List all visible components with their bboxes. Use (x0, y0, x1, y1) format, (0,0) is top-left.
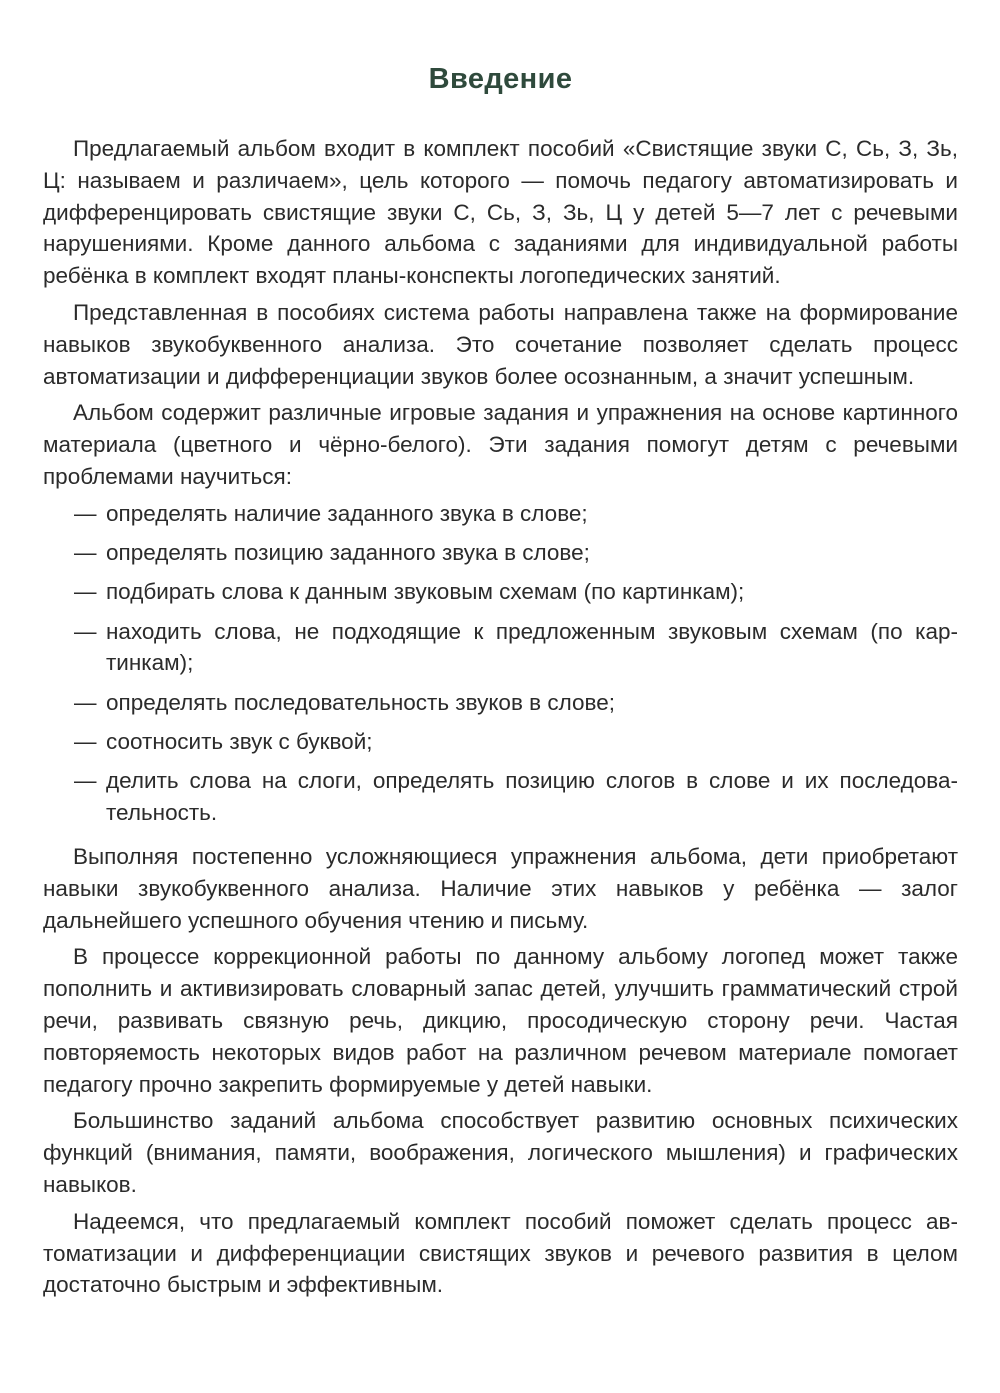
list-dash: — (74, 540, 97, 566)
closing-paragraph-2: В процессе коррекционной работы по данному альбому логопед может также пополнить и активизировать словарный запас детей, улучшить грамматический строй речи, развивать связную речь, дикцию, просодическую сторону речи. Частая повторяемость некоторых видов работ на различном речевом материале помогает педагогу прочно закрепить формируемые у детей навыки. (43, 944, 958, 1097)
page-title: Введение (428, 63, 573, 95)
list-dash: — (74, 729, 97, 755)
list-item (43, 498, 958, 530)
list-item-text: определять последовательность звуков в слове; (106, 689, 615, 715)
closing-paragraph-4: Надеемся, что предлагаемый комплект пособий поможет сделать процесс автоматизации и дифференциации свистящих звуков и речевого развития в целом достаточно быстрым и эффективным. (43, 1208, 958, 1298)
list-item (43, 765, 958, 829)
list-dash: — (74, 768, 97, 794)
list-item (43, 616, 958, 680)
list-item-text: находить слова, не подходящие к предложенным звуковым схемам (по картинкам); (106, 618, 958, 676)
list-dash: — (74, 500, 97, 526)
list-item-text: определять позицию заданного звука в слове; (106, 540, 590, 566)
list-item-text: подбирать слова к данным звуковым схемам (по картинкам); (106, 579, 745, 605)
list-item (43, 576, 958, 608)
list-dash: — (74, 579, 97, 605)
list-item-text: определять наличие заданного звука в слове; (106, 500, 588, 526)
list-item-text: соотносить звук с буквой; (106, 729, 373, 755)
intro-paragraph-2: Представленная в пособиях система работы направлена также на формирование навыков звукобуквенного анализа. Это сочетание позволяет сделать процесс автоматизации и дифференциации звуков более осознанным, а значит успешным. (43, 299, 958, 389)
list-item (43, 726, 958, 758)
list-item-text: делить слова на слоги, определять позицию слогов в слове и их последовательность. (106, 768, 958, 826)
list-dash: — (74, 618, 97, 644)
closing-paragraph-3: Большинство заданий альбома способствует развитию основных психических функций (внимания, памяти, воображения, логического мышления) и графических навыков. (43, 1108, 958, 1197)
intro-paragraph-1: Предлагаемый альбом входит в комплект пособий «Свистящие звуки С, Сь, З, Зь, Ц: называем и различаем», цель которого — помочь педагогу автоматизировать и дифференцировать свистящие звуки С, Сь, З, Зь, Ц у детей 5—7 лет с речевыми нарушениями. Кроме данного альбома с заданиями для индивидуальной работы ребёнка в комплект входят планы-конспекты логопедических занятий. (43, 136, 958, 289)
list-item (43, 687, 958, 719)
list-dash: — (74, 689, 97, 715)
closing-paragraph-1: Выполняя постепенно усложняющиеся упражнения альбома, дети приобретают навыки звукобуквенного анализа. Наличие этих навыков у ребёнка — залог дальнейшего успешного обучения чтению и письму. (43, 843, 958, 933)
skills-list (43, 498, 958, 829)
intro-paragraph-3: Альбом содержит различные игровые задания и упражнения на основе картинного материала (цветного и чёрно-белого). Эти задания помогут детям с речевыми проблемами научиться: (43, 400, 958, 489)
list-item (43, 537, 958, 569)
